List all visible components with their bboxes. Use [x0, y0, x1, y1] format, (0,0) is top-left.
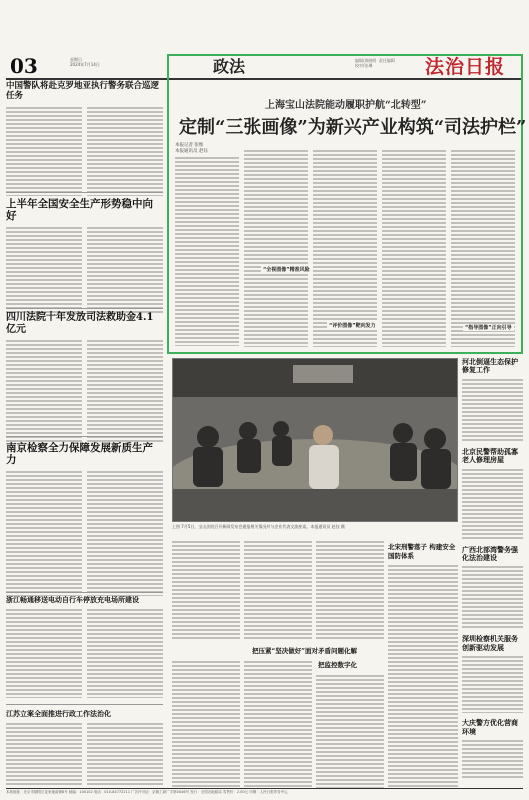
- page-footer: 本报地址：北京市朝阳区花家地南街8号 邮编：100102 电话：010-84772211 广告许可证：京朝工商广字第0046号 发行：全国各地邮局 零售价：2.00元 印刷：人民日报印务中心: [6, 790, 288, 794]
- left-article-6: [6, 710, 163, 788]
- article-body: [462, 565, 523, 629]
- article-divider: [6, 436, 163, 437]
- editor-credits: 编辑/周晓明 责任编辑 校对/张琳: [355, 58, 395, 68]
- feature-kicker: 上海宝山法院能动履职护航“北转型”: [265, 100, 427, 111]
- article-body: [316, 540, 384, 640]
- article-title: 河北倒逼生态保护修复工作: [462, 357, 518, 375]
- article-body: [6, 722, 82, 786]
- article-body: [87, 470, 163, 596]
- footer-rule: [6, 788, 523, 789]
- article-title: 深圳检察机关服务创新驱动发展: [462, 634, 518, 652]
- feature-body-col: [313, 149, 377, 347]
- article-title: 南京检察全力保障发展新质生产力: [6, 442, 153, 467]
- article-body: [6, 226, 82, 314]
- feature-body-col: [175, 156, 239, 346]
- article-title: 浙江畅通移送电动自行车停放充电场所建设: [6, 595, 139, 604]
- feature-body-col: [244, 149, 308, 347]
- feature-headline: 定制“三张画像”为新兴产业构筑“司法护栏”: [179, 117, 527, 138]
- article-body: [244, 540, 312, 640]
- left-column: [6, 82, 163, 788]
- article-body: [172, 660, 240, 788]
- article-divider: [6, 192, 163, 193]
- article-body: [87, 106, 163, 196]
- meeting-photo-illustration: [173, 359, 458, 522]
- left-article-1: [6, 82, 163, 190]
- left-article-4: [6, 442, 163, 588]
- article-body: [6, 608, 82, 698]
- right-rail: [462, 358, 523, 788]
- article-body: [172, 540, 240, 640]
- photo-caption: 上图 7月5日，宝山法院召开新闻发布会通报相关情况并与企业代表交流座谈。本报通讯员 赵钰 摄: [172, 524, 345, 529]
- section-title: 政法: [213, 57, 246, 76]
- feature-body-col: [451, 149, 515, 347]
- article-body: [87, 722, 163, 786]
- article-divider: [6, 704, 163, 705]
- article-body: [6, 470, 82, 596]
- article-title: 广西北部湾警务强化法治建设: [462, 544, 518, 562]
- article-body: [87, 608, 163, 698]
- article-title: 把压紧“坚决做好”面对矛盾问题化解: [252, 647, 357, 655]
- page-number: 03: [10, 54, 38, 78]
- article-title: 江苏立案全面推进行政工作法治化: [6, 709, 111, 718]
- feature-subhead: “指导图像”正向引导: [465, 325, 512, 331]
- article-body: [316, 674, 384, 788]
- feature-subhead: “全视图像”精准风险: [263, 267, 310, 273]
- left-article-2: [6, 198, 163, 306]
- article-title: 中国警队将赴克罗地亚执行警务联合巡逻任务: [6, 81, 160, 101]
- article-title: 把监控数字化: [318, 661, 357, 669]
- feature-subhead: “评价图像”靶向发力: [329, 323, 376, 329]
- article-divider: [6, 592, 163, 593]
- article-body: [6, 339, 82, 443]
- article-divider: [6, 308, 163, 309]
- feature-body-col: [382, 149, 446, 347]
- article-body: [87, 339, 163, 443]
- middle-lower-section: [172, 540, 458, 788]
- feature-article: [167, 54, 527, 354]
- article-body: [388, 564, 458, 788]
- article-body: [462, 468, 523, 540]
- article-title: 四川法院十年发放司法救助金4.1亿元: [6, 312, 154, 335]
- left-article-5: [6, 596, 163, 700]
- article-title: 北宋刑警落子 构建安全国防体系: [388, 543, 456, 560]
- feature-byline: 本报记者 张维 本报通讯员 赵钰: [175, 143, 208, 154]
- article-title: 大庆警方优化营商环境: [462, 718, 518, 736]
- article-body: [462, 378, 523, 442]
- article-title: 上半年全国安全生产形势稳中向好: [6, 198, 153, 223]
- issue-date: 星期日 2024年7月14日: [70, 57, 100, 67]
- left-article-3: [6, 312, 163, 432]
- article-body: [87, 226, 163, 314]
- article-body: [462, 655, 523, 713]
- article-title: 北京民警帮助孤寡老人修理房屋: [462, 446, 518, 465]
- article-body: [6, 106, 82, 196]
- feature-photo: [172, 358, 458, 522]
- article-body: [462, 739, 523, 779]
- article-body: [244, 660, 312, 788]
- newspaper-masthead: 法治日报: [425, 56, 506, 78]
